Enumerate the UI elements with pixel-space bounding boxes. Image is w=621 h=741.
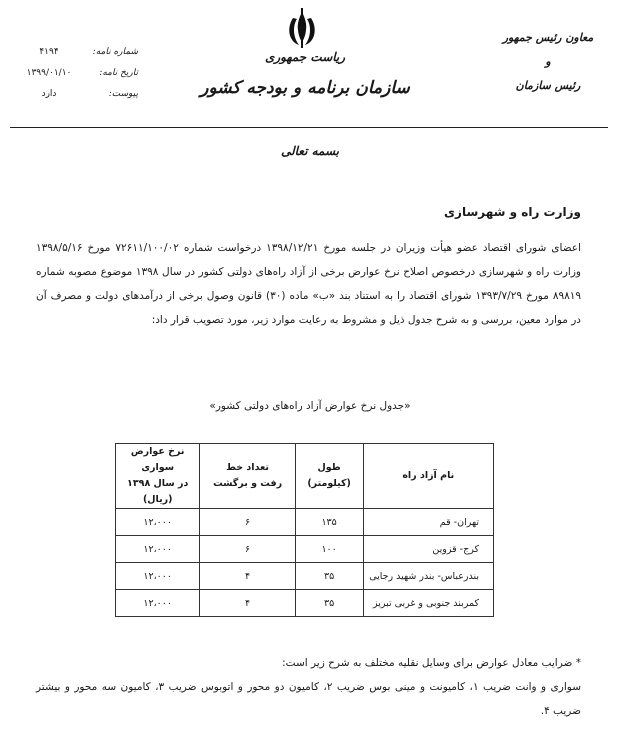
cell-fare: ۱۲،۰۰۰ — [116, 563, 200, 590]
header-fare-line-1: نرخ عوارض سواری — [130, 446, 185, 473]
table-row — [116, 590, 494, 617]
table-title: «جدول نرخ عوارض آزاد راه‌های دولتی کشور» — [209, 400, 411, 412]
meta-attachment-label: پیوست: — [108, 89, 138, 99]
cell-fare: ۱۲،۰۰۰ — [116, 536, 200, 563]
header-length-line-1: طول — [317, 462, 341, 473]
signer-title — [493, 26, 603, 98]
header-length — [295, 444, 363, 509]
meta-attachment — [18, 84, 138, 105]
cell-freeway-name: کمربند جنوبی و غربی تبریز — [363, 590, 493, 617]
table-header-row — [116, 444, 494, 509]
signer-line-2: و — [545, 55, 551, 68]
header-lanes-line-2: رفت و برگشت — [213, 478, 283, 489]
meta-date-value: ۱۳۹۹/۰۱/۱۰ — [26, 68, 72, 78]
cell-freeway-name: تهران- قم — [363, 509, 493, 536]
note-line-2: سواری و وانت ضریب ۱، کامیونت و مینی بوس ضریب ۲، کامیون دو محور و اتوبوس ضریب ۳، کامیون سه محور و بیشتر ضریب ۴. — [36, 681, 581, 717]
signer-line-1: معاون رئیس جمهور — [502, 31, 594, 44]
cell-lanes: ۴ — [200, 563, 295, 590]
cell-freeway-name: بندرعباس- بندر شهید رجایی — [363, 563, 493, 590]
meta-attachment-value: دارد — [41, 89, 57, 99]
cell-length: ۳۵ — [295, 563, 363, 590]
cell-length: ۱۳۵ — [295, 509, 363, 536]
cell-lanes: ۶ — [200, 509, 295, 536]
letter-meta — [18, 42, 138, 105]
meta-number-label: شماره نامه: — [92, 47, 138, 57]
coefficients-note — [36, 651, 581, 723]
header-length-line-2: (کیلومتر) — [307, 478, 351, 489]
decree-body-paragraph: اعضای شورای اقتصاد عضو هیأت وزیران در جلسه مورخ ۱۳۹۸/۱۲/۲۱ درخواست شماره ۷۲۶۱۱/۱۰۰/۰۲ مورخ ۱۳۹۸/۵/۱۶ وزارت راه و شهرسازی درخصوص اصلاح نرخ عوارض برخی از آزاد راه‌های دولتی کشور در سال ۱۳۹۸ موضوع مصوبه شماره ۸۹۸۱۹ مورخ ۱۳۹۳/۷/۲۹ شورای اقتصاد را به استناد بند «ب» ماده (۳۰) قانون وصول برخی از درآمدهای دولت و مصرف آن در موارد معین، بررسی و به شرح جدول ذیل و مشروط به رعایت موارد زیر، مورد تصویب قرار داد: — [36, 242, 582, 326]
header-fare-line-2: در سال ۱۳۹۸ — [127, 478, 189, 489]
basmala: بسمه تعالی — [280, 144, 340, 158]
cell-length: ۱۰۰ — [295, 536, 363, 563]
signer-line-3: رئیس سازمان — [515, 79, 581, 92]
note-intro: ضرایب معادل عوارض برای وسایل نقلیه مختلف به شرح زیر است: — [282, 657, 573, 669]
header-fare — [116, 444, 200, 509]
recipient-heading: وزارت راه و شهرسازی — [444, 205, 581, 219]
cell-fare: ۱۲،۰۰۰ — [116, 590, 200, 617]
header-lanes-line-1: تعداد خط — [226, 462, 269, 473]
cell-freeway-name: کرج- قزوین — [363, 536, 493, 563]
meta-date-label: تاریخ نامه: — [99, 68, 138, 78]
table-row — [116, 509, 494, 536]
note-bullet: * — [575, 657, 581, 669]
header-divider — [10, 127, 608, 128]
table-row — [116, 536, 494, 563]
meta-number-value: ۴۱۹۴ — [39, 47, 59, 57]
header-lanes — [200, 444, 295, 509]
cell-length: ۳۵ — [295, 590, 363, 617]
note-line-1 — [36, 651, 581, 675]
header-fare-line-3: (ریال) — [142, 494, 173, 505]
table-row — [116, 563, 494, 590]
cell-fare: ۱۲،۰۰۰ — [116, 509, 200, 536]
presidency-label: ریاست جمهوری — [264, 50, 346, 64]
freeway-fares-table — [115, 443, 494, 617]
meta-date — [18, 63, 138, 84]
header-freeway-name: نام آزاد راه — [363, 444, 493, 509]
iran-emblem-icon — [284, 8, 320, 50]
meta-number — [18, 42, 138, 63]
cell-lanes: ۶ — [200, 536, 295, 563]
organization-name: سازمان برنامه و بودجه کشور — [200, 78, 410, 98]
cell-lanes: ۴ — [200, 590, 295, 617]
